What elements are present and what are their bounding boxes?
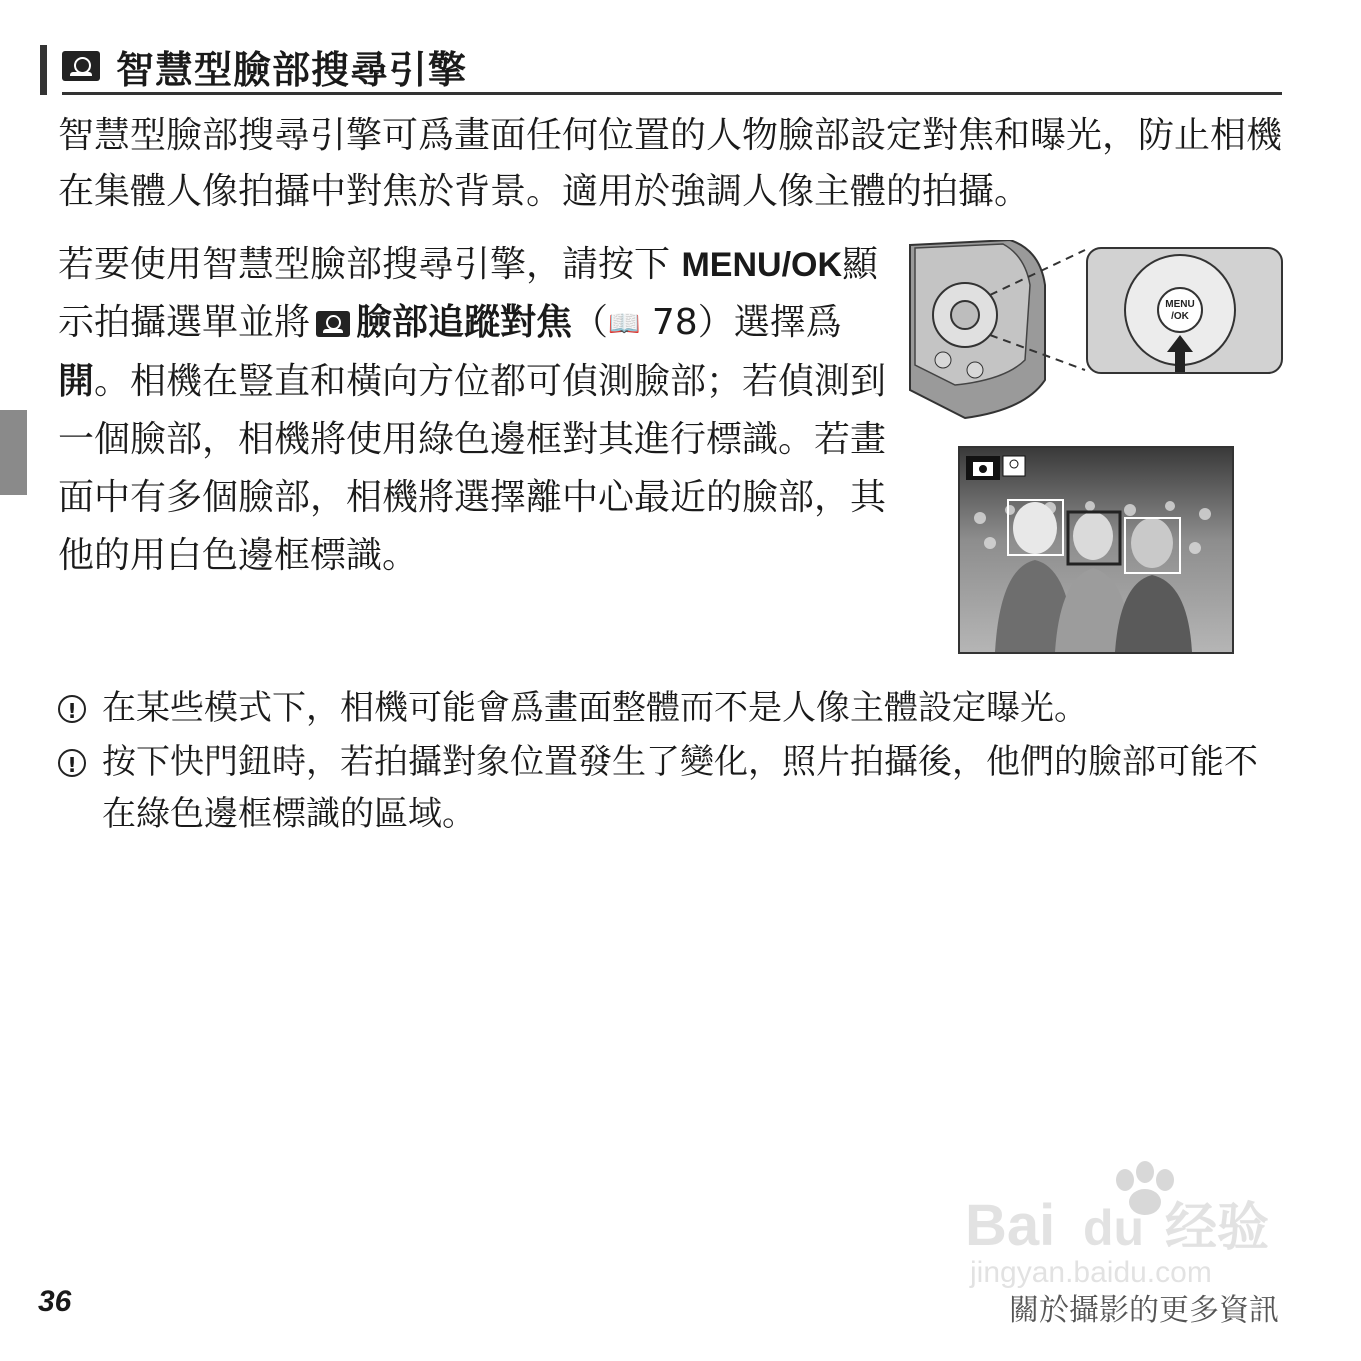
caution-icon: ! bbox=[58, 695, 86, 723]
camera-illustration bbox=[905, 240, 1285, 425]
list-item bbox=[58, 682, 1288, 734]
notes-list bbox=[58, 682, 1288, 842]
face-detection-icon bbox=[316, 311, 350, 337]
button-label-line2: /OK bbox=[1171, 311, 1189, 322]
page-ref: 78 bbox=[651, 302, 698, 343]
chapter-tab bbox=[0, 410, 27, 495]
body-text-4: 。相機在豎直和橫向方位都可偵測臉部；若偵測到一個臉部，相機將使用綠色邊框對其進行標識。若畫面中有多個臉部，相機將選擇離中心最近的臉部，其他的用白色邊框標識。 bbox=[58, 361, 887, 576]
watermark-url: jingyan.baidu.com bbox=[970, 1256, 1212, 1289]
lcd-preview-image bbox=[958, 446, 1234, 654]
ref-close: ） bbox=[697, 302, 734, 343]
caution-icon: ! bbox=[58, 749, 86, 777]
main-paragraph bbox=[58, 236, 888, 585]
baidu-watermark bbox=[965, 1160, 1285, 1290]
note-text: 在某些模式下，相機可能會爲畫面整體而不是人像主體設定曝光。 bbox=[102, 688, 1088, 728]
menu-option-name: 臉部追蹤對焦 bbox=[356, 302, 573, 343]
footer-section-title: 關於攝影的更多資訊 bbox=[1009, 1293, 1279, 1328]
body-text-3: 選擇爲 bbox=[733, 302, 842, 343]
menu-ok-label: MENU/OK bbox=[681, 246, 843, 284]
ref-open: （ bbox=[572, 302, 609, 343]
setting-on: 開 bbox=[58, 361, 95, 402]
page-title bbox=[62, 40, 1282, 95]
section-bar bbox=[40, 45, 47, 95]
watermark-brand-suffix: du bbox=[1083, 1200, 1145, 1256]
note-text: 按下快門鈕時，若拍攝對象位置發生了變化，照片拍攝後，他們的臉部可能不在綠色邊框標識的區域。 bbox=[102, 742, 1258, 834]
intro-paragraph: 智慧型臉部搜尋引擎可爲畫面任何位置的人物臉部設定對焦和曝光，防止相機在集體人像拍攝中對焦於背景。適用於強調人像主體的拍攝。 bbox=[58, 115, 1283, 212]
title-text: 智慧型臉部搜尋引擎 bbox=[116, 47, 468, 92]
face-detection-icon bbox=[62, 51, 100, 81]
body-text-1: 若要使用智慧型臉部搜尋引擎，請按下 bbox=[58, 244, 671, 285]
list-item bbox=[58, 736, 1288, 840]
book-icon: 📖 bbox=[608, 309, 641, 339]
watermark-service: 经验 bbox=[1165, 1198, 1270, 1258]
watermark-brand: Bai bbox=[965, 1193, 1056, 1258]
button-label-line1: MENU bbox=[1165, 299, 1195, 310]
page-number: 36 bbox=[38, 1285, 72, 1318]
body-text-2: 顯示拍攝選單並將 bbox=[58, 244, 879, 343]
